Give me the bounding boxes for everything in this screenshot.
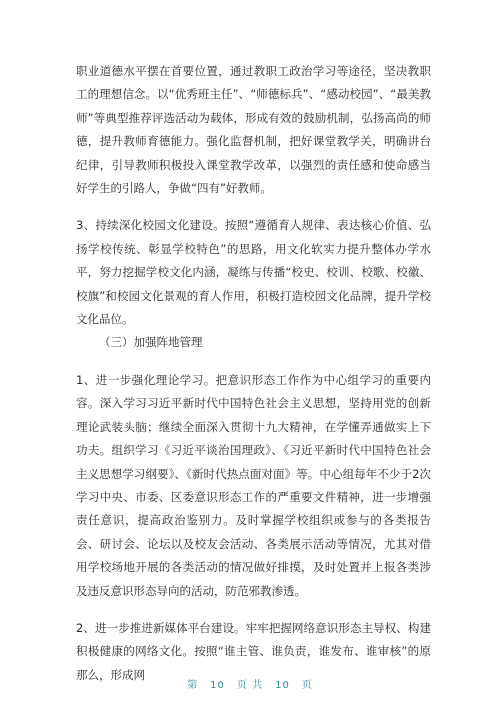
document-body	[76, 60, 431, 687]
paragraph-gap	[76, 200, 431, 214]
page-footer	[0, 676, 500, 691]
paragraph-theory-study: 1、进一步强化理论学习。把意识形态工作作为中心组学习的重要内容。深入学习习近平新时代中国特色社会主义思想，坚持用党的创新理论武装头脑；继续全面深入贯彻十九大精神，在学懂弄通做实上下功夫。组织学习《习近平谈治国理政》、《习近平新时代中国特色社会主义思想学习纲要》、《新时代热点面对面》等。中心组每年不少于2次学习中央、市委、区委意识形态工作的严重要文件精神，进一步增强责任意识，提高政治鉴别力。及时掌握学校组织或参与的各类报告会、研讨会、论坛以及校友会活动、各类展示活动等情况，尤其对借用学校场地开展的各类活动的情况做好排摸，及时处置并上报各类涉及违反意识形态导向的活动，防范邪教渗透。	[76, 372, 431, 598]
footer-page-number: 10	[210, 680, 225, 691]
paragraph-campus-culture: 3、持续深化校园文化建设。按照“遵循育人规律、表达核心价值、弘扬学校传统、彰显学校特色”的思路，用文化软实力提升整体办学水平，努力挖掘学校文化内涵，凝练与传播“校史、校训、校歌、校徽、校旗”和校园文化景观的育人作用，积极打造校园文化品牌，提升学校文化品位。	[76, 218, 431, 327]
paragraph-teacher-ethics: 职业道德水平摆在首要位置，通过教职工政治学习等途径，坚决教职工的理想信念。以“优秀班主任”、“师德标兵”、“感动校园”、“最美教师”等典型推荐评选活动为载体，形成有效的鼓励机制，弘扬高尚的师德，提升教师育德能力。强化监督机制，把好课堂教学关，明确讲台纪律，引导教师积极投入课堂教学改革，以强烈的责任感和使命感当好学生的引路人，争做“四有”好教师。	[76, 64, 431, 196]
footer-mid: 页 共	[236, 680, 264, 691]
paragraph-gap	[76, 355, 431, 369]
footer-prefix: 第	[187, 680, 199, 691]
footer-total-pages: 10	[275, 680, 290, 691]
paragraph-new-media: 2、进一步推进新媒体平台建设。牢牢把握网络意识形态主导权、构建积极健康的网络文化。按照“谁主管、谁负责，谁发布、谁审核”的原那么，形成网	[76, 620, 431, 682]
section-heading: （三）加强阵地管理	[99, 335, 203, 350]
paragraph-gap	[76, 603, 431, 617]
footer-suffix: 页	[301, 680, 313, 691]
